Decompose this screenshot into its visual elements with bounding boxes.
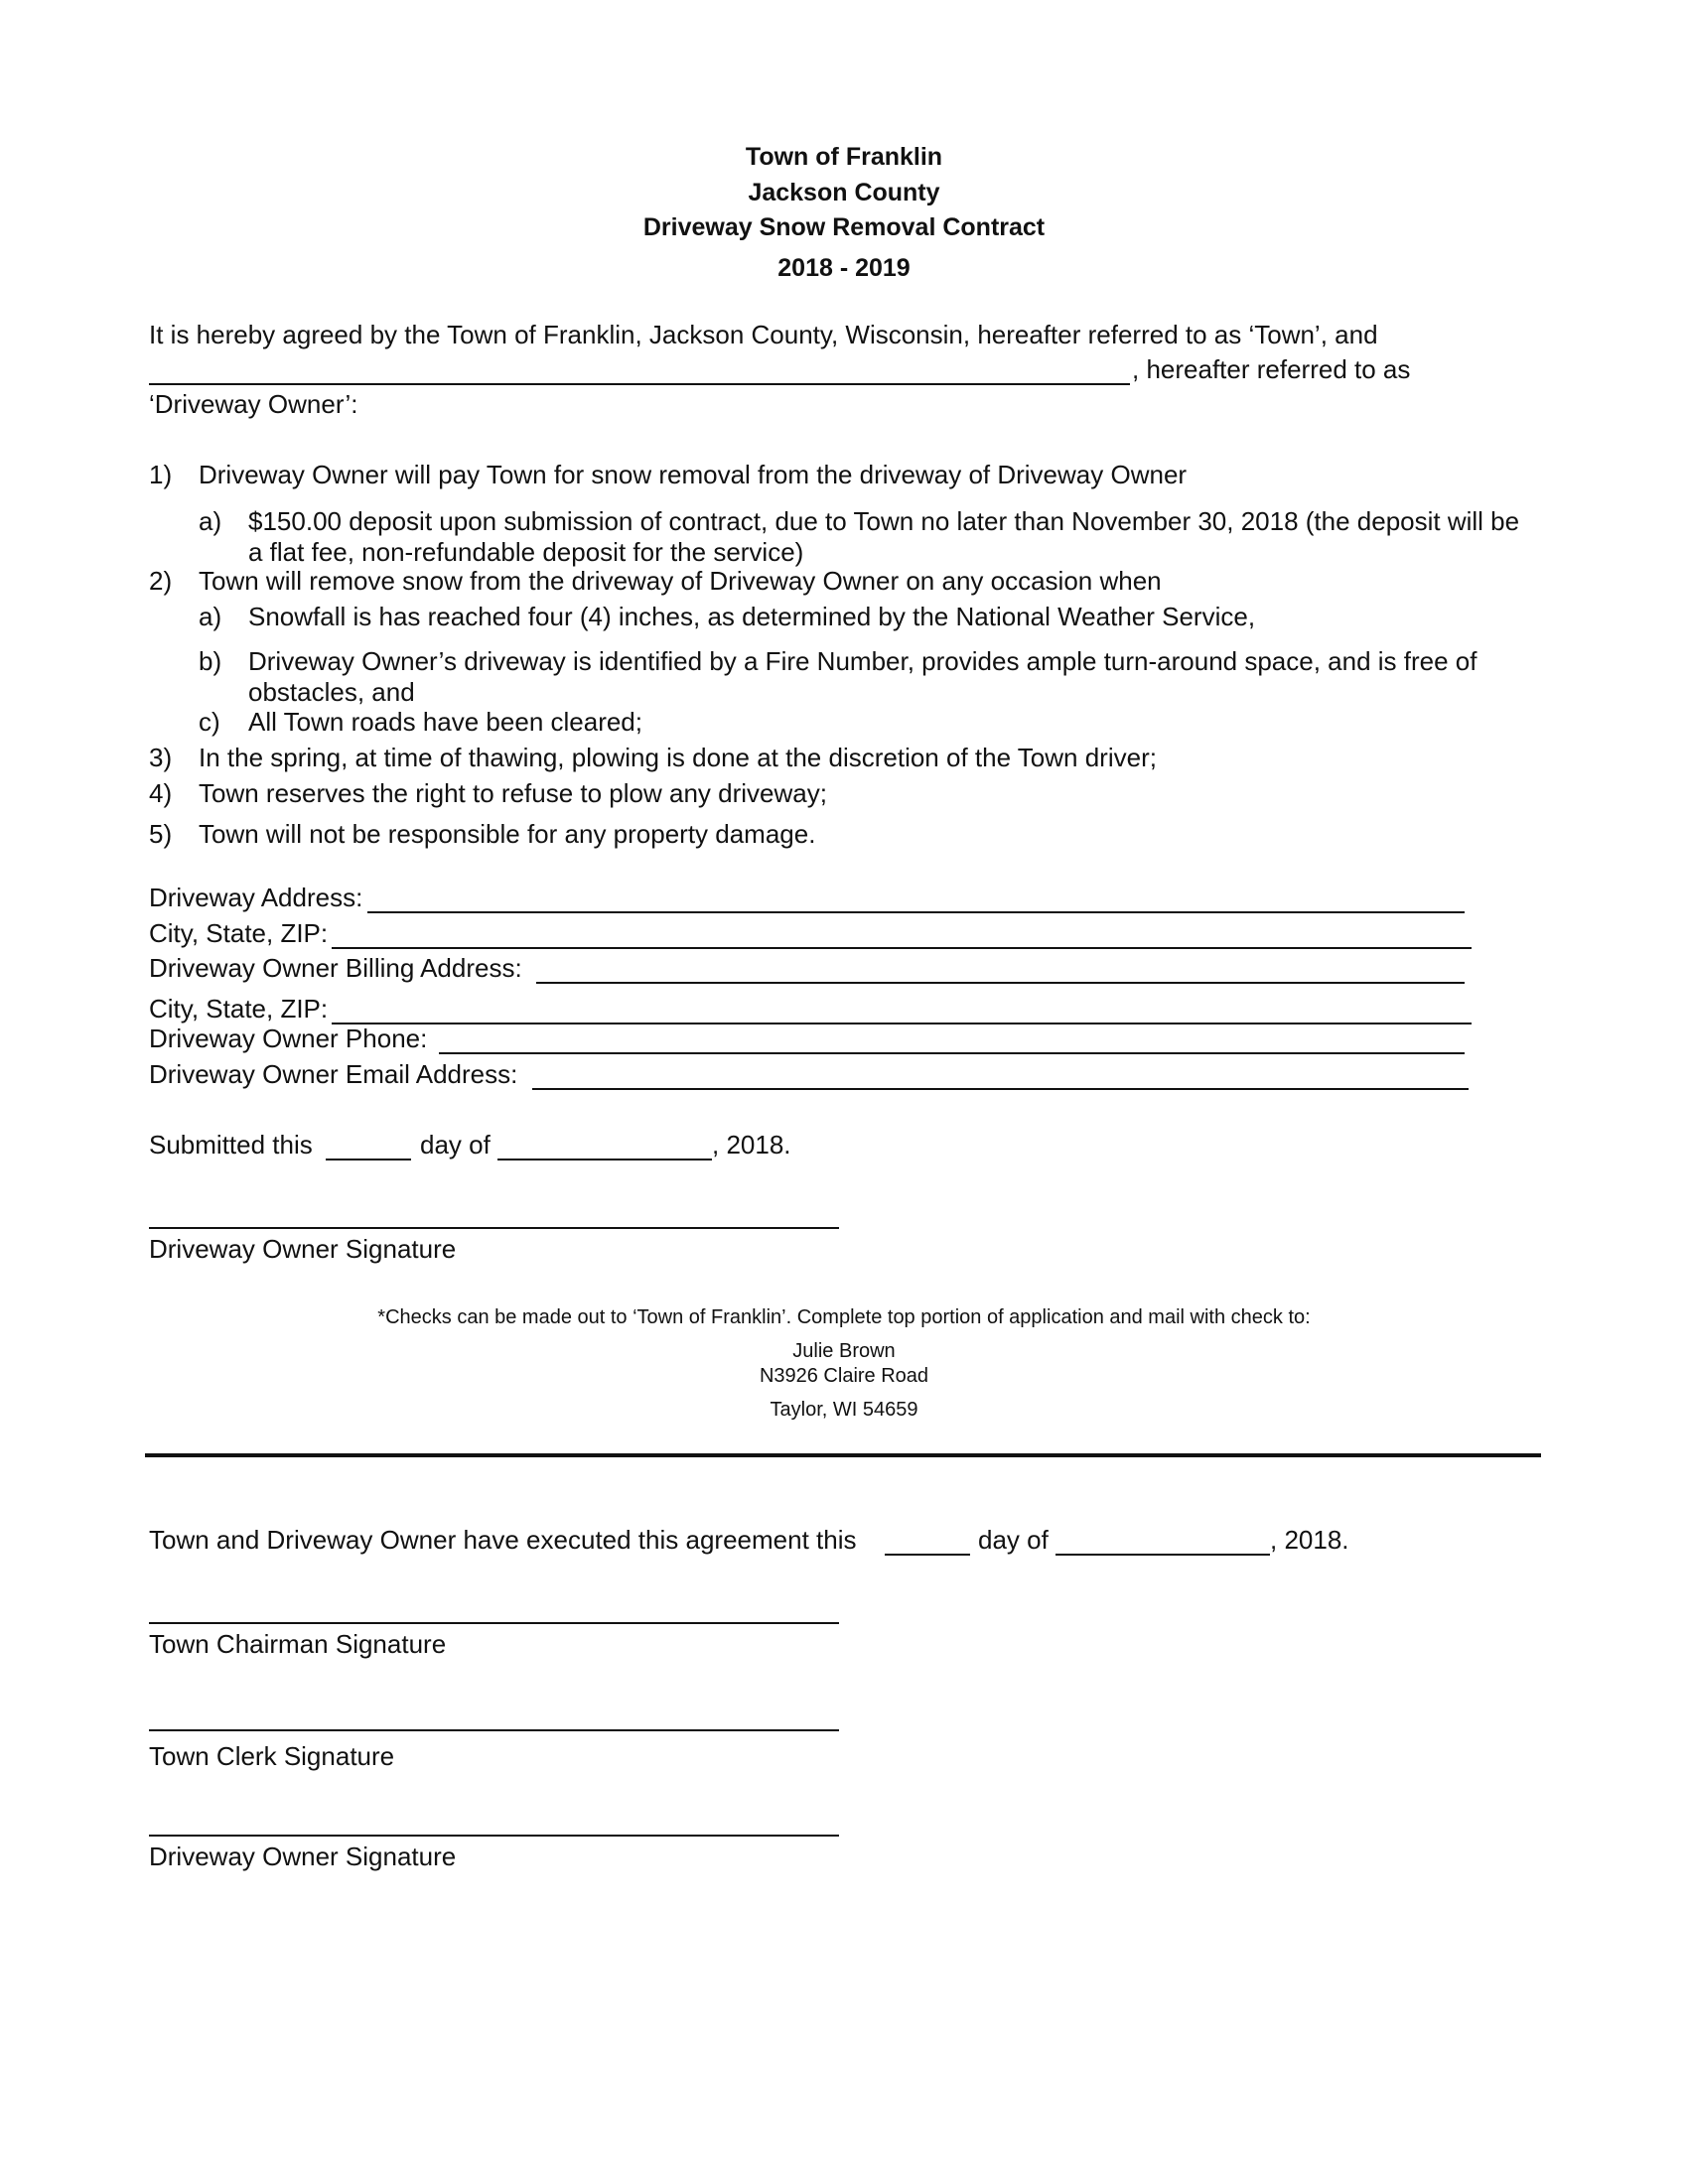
city-state-zip-blank-2[interactable] xyxy=(332,1023,1472,1024)
term-2b-number: b) xyxy=(199,646,222,676)
clerk-signature-label: Town Clerk Signature xyxy=(149,1741,395,1771)
city-state-zip-label-2: City, State, ZIP: xyxy=(149,994,329,1024)
execution-day-blank[interactable] xyxy=(885,1554,970,1556)
submitted-day-blank[interactable] xyxy=(326,1159,411,1160)
chairman-signature-line[interactable] xyxy=(149,1622,839,1624)
execution-prefix: Town and Driveway Owner have executed this agreement this xyxy=(149,1525,857,1555)
term-2b-text: Driveway Owner’s driveway is identified by a Fire Number, provides ample turn-around space, and is free of obstacles, and xyxy=(248,646,1477,707)
clerk-signature-line[interactable] xyxy=(149,1729,839,1731)
execution-day-of: day of xyxy=(978,1525,1049,1555)
term-2a-number: a) xyxy=(199,602,222,631)
mailing-street: N3926 Claire Road xyxy=(759,1365,929,1387)
mailing-name: Julie Brown xyxy=(792,1340,896,1362)
billing-address-label: Driveway Owner Billing Address: xyxy=(149,953,522,983)
term-1a-number: a) xyxy=(199,506,222,536)
term-3-number: 3) xyxy=(149,743,173,772)
term-2c-text: All Town roads have been cleared; xyxy=(248,707,642,737)
mailing-note: *Checks can be made out to ‘Town of Franklin’. Complete top portion of application and mail with check to: xyxy=(377,1306,1311,1328)
term-1-text: Driveway Owner will pay Town for snow removal from the driveway of Driveway Owner xyxy=(199,460,1188,489)
term-1-number: 1) xyxy=(149,460,173,489)
execution-year: , 2018. xyxy=(1270,1525,1349,1555)
execution-month-blank[interactable] xyxy=(1055,1554,1270,1556)
section-divider xyxy=(145,1453,1541,1457)
term-2-number: 2) xyxy=(149,566,173,596)
submitted-month-blank[interactable] xyxy=(497,1159,712,1160)
submitted-prefix: Submitted this xyxy=(149,1130,313,1160)
intro-line-2: , hereafter referred to as xyxy=(1132,354,1411,384)
intro-line-3: ‘Driveway Owner’: xyxy=(149,389,358,419)
chairman-signature-label: Town Chairman Signature xyxy=(149,1629,447,1659)
mailing-city: Taylor, WI 54659 xyxy=(770,1399,918,1421)
owner-phone-blank[interactable] xyxy=(439,1052,1465,1054)
header-county: Jackson County xyxy=(748,179,940,206)
owner-signature-line-bottom[interactable] xyxy=(149,1835,839,1837)
submitted-year: , 2018. xyxy=(712,1130,791,1160)
owner-signature-label-top: Driveway Owner Signature xyxy=(149,1234,457,1264)
driveway-address-blank[interactable] xyxy=(367,911,1465,913)
term-2-text: Town will remove snow from the driveway of Driveway Owner on any occasion when xyxy=(199,566,1162,596)
header-years: 2018 - 2019 xyxy=(777,254,911,282)
term-3-text: In the spring, at time of thawing, plowing is done at the discretion of the Town driver; xyxy=(199,743,1157,772)
intro-line-1: It is hereby agreed by the Town of Franklin, Jackson County, Wisconsin, hereafter referred to as ‘Town’, and xyxy=(149,320,1378,349)
term-5-number: 5) xyxy=(149,819,173,849)
term-2c-number: c) xyxy=(199,707,220,737)
owner-email-blank[interactable] xyxy=(532,1088,1469,1090)
billing-address-blank[interactable] xyxy=(536,982,1465,984)
submitted-day-of: day of xyxy=(420,1130,491,1160)
header-town: Town of Franklin xyxy=(745,143,943,171)
owner-email-label: Driveway Owner Email Address: xyxy=(149,1059,518,1089)
driveway-address-label: Driveway Address: xyxy=(149,883,363,912)
city-state-zip-label-1: City, State, ZIP: xyxy=(149,918,329,948)
term-5-text: Town will not be responsible for any property damage. xyxy=(199,819,816,849)
city-state-zip-blank-1[interactable] xyxy=(332,947,1472,949)
owner-signature-line-top[interactable] xyxy=(149,1227,839,1229)
term-4-text: Town reserves the right to refuse to plow any driveway; xyxy=(199,778,827,808)
owner-phone-label: Driveway Owner Phone: xyxy=(149,1024,428,1053)
term-4-number: 4) xyxy=(149,778,173,808)
owner-name-blank[interactable] xyxy=(149,383,1130,385)
term-1a-text: $150.00 deposit upon submission of contract, due to Town no later than November 30, 2018 (the deposit will be a flat fee, non-refundable deposit for the service) xyxy=(248,506,1520,567)
owner-signature-label-bottom: Driveway Owner Signature xyxy=(149,1842,457,1871)
header-contract-title: Driveway Snow Removal Contract xyxy=(642,213,1046,241)
term-2a-text: Snowfall is has reached four (4) inches, as determined by the National Weather Service, xyxy=(248,602,1256,631)
